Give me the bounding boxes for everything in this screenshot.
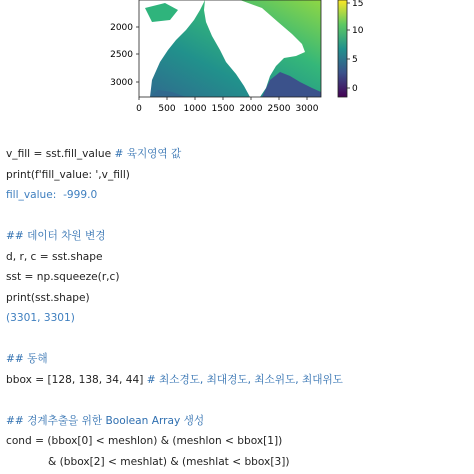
code-line-squeeze: sst = np.squeeze(r,c)	[6, 271, 120, 283]
code-line-fill	[6, 147, 181, 161]
code-line-print-fill: print(f'fill_value: ',v_fill)	[6, 169, 130, 181]
x-tick-label: 1500	[211, 104, 235, 114]
comment-boolean: ## 경계추출을 위한 Boolean Array 생성	[6, 415, 205, 427]
x-tick-label: 3000	[295, 104, 319, 114]
code-comment: # 육지영역 값	[114, 148, 182, 160]
y-tick-label: 3000	[110, 78, 133, 88]
colorbar-tick-label: 10	[352, 26, 364, 36]
code-text: v_fill = sst.fill_value	[6, 148, 115, 160]
x-tick-label: 0	[136, 104, 142, 114]
output-shape: (3301, 3301)	[6, 312, 75, 324]
colorbar-tick-label: 0	[352, 84, 358, 94]
map-figure	[0, 0, 474, 122]
x-tick-label: 500	[158, 104, 176, 114]
y-tick-label: 2500	[110, 50, 133, 60]
x-tick-label: 1000	[183, 104, 207, 114]
code-line-cond-1: cond = (bbox[0] < meshlon) & (meshlon < bbox[1])	[6, 435, 283, 447]
colorbar-tick-label: 5	[352, 55, 358, 65]
code-line-print-shape: print(sst.shape)	[6, 292, 90, 304]
sst-map-plot	[0, 0, 474, 122]
y-tick-label: 2000	[110, 23, 133, 33]
x-tick-label: 2000	[239, 104, 263, 114]
comment-dims: ## 데이터 차원 변경	[6, 230, 106, 242]
output-fill-value: fill_value: -999.0	[6, 189, 98, 201]
colorbar-tick-label: 15	[352, 0, 364, 9]
code-line-bbox	[6, 373, 343, 387]
x-tick-label: 2500	[267, 104, 291, 114]
code-line-cond-2: & (bbox[2] < meshlat) & (meshlat < bbox[3])	[48, 456, 290, 468]
code-line-shape: d, r, c = sst.shape	[6, 251, 103, 263]
code-comment: # 최소경도, 최대경도, 최소위도, 최대위도	[146, 374, 343, 386]
comment-east-sea: ## 동해	[6, 353, 48, 365]
code-text: bbox = [128, 138, 34, 44]	[6, 374, 147, 386]
colorbar	[338, 0, 347, 97]
